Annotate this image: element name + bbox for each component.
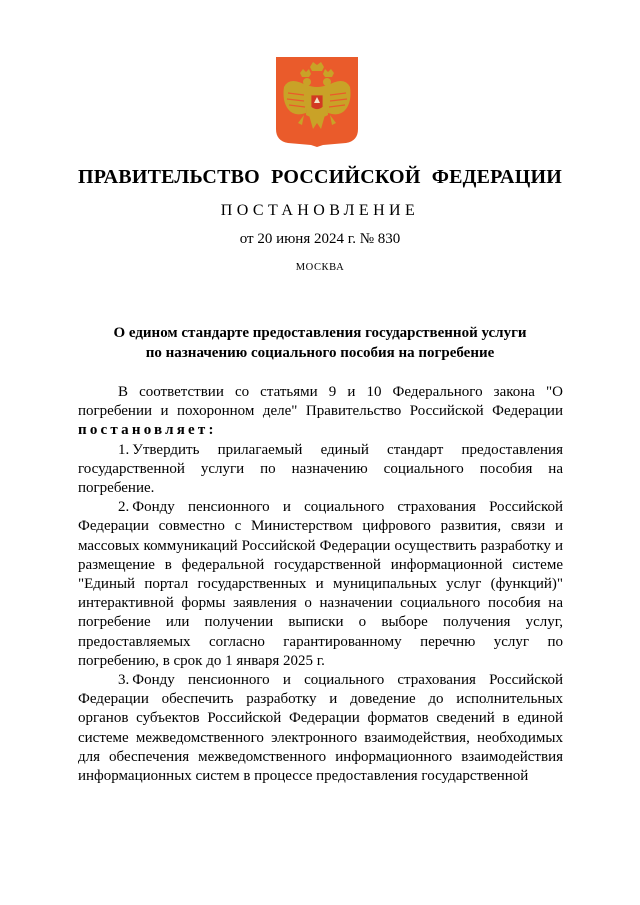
russian-coat-of-arms-icon — [276, 57, 358, 147]
date-number: от 20 июня 2024 г. № 830 — [239, 231, 401, 247]
item-paragraph — [78, 671, 563, 786]
title-line-1: О едином стандарте предоставления государственной услуги — [113, 325, 527, 341]
document-type: ПОСТАНОВЛЕНИЕ — [220, 202, 420, 219]
preamble-text: В соответствии со статьями 9 и 10 Федерального закона "О погребении и похоронном деле" Правительство Российской Федерации — [78, 384, 563, 420]
item-number: 1. — [118, 441, 130, 458]
item-text: Фонду пенсионного и социального страхования Российской Федерации совместно с Министерством цифрового развития, связи и массовых коммуникаций Российской Федерации осуществить разработку и размещение в федеральной государственной информационной системе "Единый портал государственных и муниципальных услуг (функций)" интерактивной формы заявления о назначении социального пособия на погребение или получении выписки о выборе получения услуг, предоставляемых согласно гарантированному перечню услуг по погребению, в срок до 1 января 2025 г. — [78, 499, 563, 669]
item-paragraph — [78, 441, 563, 499]
item-text: Фонду пенсионного и социального страхования Российской Федерации обеспечить разработку и доведение до исполнительных органов субъектов Российской Федерации форматов сведений в единой системе межведомственного электронного взаимодействия, необходимых для обеспечения межведомственного информационного взаимодействия информационных систем в процессе предоставления государственной — [78, 672, 563, 785]
item-text: Утвердить прилагаемый единый стандарт предоставления государственной услуги по назначению социального пособия на погребение. — [78, 441, 563, 497]
title-line-2: по назначению социального пособия на погребение — [145, 345, 495, 361]
document-title — [80, 323, 560, 363]
resolves-word: постановляет: — [78, 422, 217, 439]
item-number: 3. — [118, 672, 130, 689]
preamble-paragraph — [78, 383, 563, 441]
government-title: ПРАВИТЕЛЬСТВО РОССИЙСКОЙ ФЕДЕРАЦИИ — [78, 166, 562, 188]
item-number: 2. — [118, 499, 130, 516]
document-body — [78, 383, 563, 786]
city: МОСКВА — [295, 262, 345, 273]
item-paragraph — [78, 498, 563, 671]
